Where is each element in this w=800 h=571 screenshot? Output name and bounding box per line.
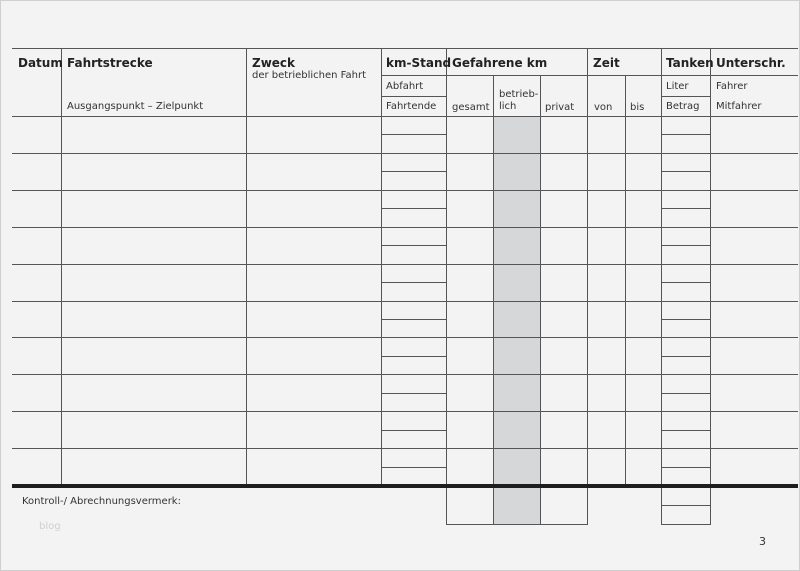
table-top-line <box>12 48 798 49</box>
header-fahrtende: Fahrtende <box>386 101 437 112</box>
header-mitfahrer: Mitfahrer <box>716 101 762 112</box>
header-abfahrt: Abfahrt <box>386 81 424 92</box>
header-privat: privat <box>545 102 575 113</box>
header-fahrtstrecke-sub: Ausgangspunkt – Zielpunkt <box>67 101 204 112</box>
col-line-betrieblich <box>540 75 541 525</box>
header-abfahrt-line <box>381 96 446 97</box>
table-row[interactable] <box>12 448 798 485</box>
table-row[interactable] <box>12 337 798 374</box>
header-betrieblich-1: betrieb- <box>499 89 539 100</box>
col-line-datum <box>61 48 62 486</box>
header-datum: Datum <box>18 56 63 70</box>
table-row[interactable] <box>12 116 798 153</box>
header-fahrer: Fahrer <box>716 81 748 92</box>
table-row[interactable] <box>12 411 798 448</box>
header-zeit: Zeit <box>593 56 620 70</box>
table-row[interactable] <box>12 227 798 264</box>
page-number: 3 <box>759 535 766 548</box>
table-row[interactable] <box>12 153 798 190</box>
header-sub-line-km <box>381 75 587 76</box>
table-row[interactable] <box>12 301 798 338</box>
table-row[interactable] <box>12 374 798 411</box>
header-km-stand: km-Stand <box>386 56 452 70</box>
header-bis: bis <box>630 102 645 113</box>
header-gesamt: gesamt <box>452 102 490 113</box>
col-line-kmstand <box>446 48 447 525</box>
header-liter-line <box>661 96 710 97</box>
col-line-tanken <box>710 48 711 525</box>
col-line-gesamt <box>493 75 494 525</box>
header-zweck: Zweck <box>252 56 296 70</box>
header-unterschr: Unterschr. <box>716 56 786 70</box>
table-row[interactable] <box>12 264 798 301</box>
col-line-bis <box>661 48 662 525</box>
col-line-von <box>625 75 626 486</box>
footer-tanken-bottom <box>661 524 710 525</box>
header-zweck-sub: der betrieblichen Fahrt <box>252 70 366 81</box>
footer-label: Kontroll-/ Abrechnungsvermerk: <box>22 496 181 507</box>
betrieblich-total-shade <box>494 488 540 524</box>
header-fahrtstrecke: Fahrtstrecke <box>67 56 153 70</box>
col-line-fahrtstrecke <box>246 48 247 486</box>
header-betrag: Betrag <box>666 101 700 112</box>
watermark: blog <box>39 521 61 532</box>
header-tanken: Tanken <box>666 56 714 70</box>
header-liter: Liter <box>666 81 689 92</box>
col-line-zweck <box>381 48 382 486</box>
header-gefahrene-km: Gefahrene km <box>452 56 548 70</box>
table-row[interactable] <box>12 190 798 227</box>
footer-km-box-bottom <box>446 524 587 525</box>
header-sub-line-right <box>587 75 798 76</box>
header-von: von <box>594 102 613 113</box>
total-divider-line <box>12 484 798 488</box>
header-betrieblich-2: lich <box>499 101 517 112</box>
footer-tanken-mid <box>661 505 710 506</box>
col-line-privat <box>587 48 588 525</box>
